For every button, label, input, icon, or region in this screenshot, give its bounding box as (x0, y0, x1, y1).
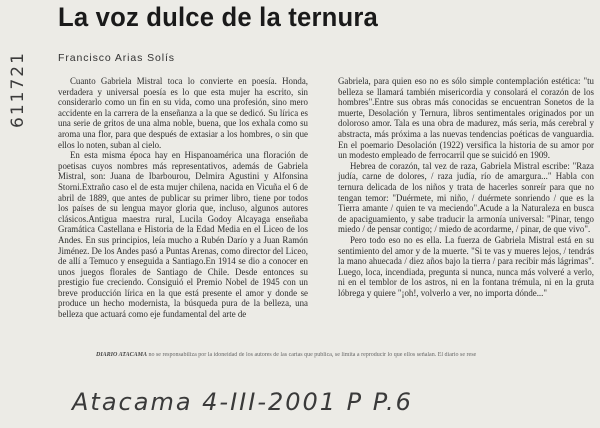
newspaper-name: DIARIO ATACAMA (96, 352, 147, 358)
paragraph: Cuanto Gabriela Mistral toca lo convierte en poesía. Honda, verdadera y universal poesía es lo que esta mujer ha escrito, sin considerarlo como un fin en su vida, como una profesión, sino mero accidente en la carrera de la enseñanza a la que se dedicó. Su lírica es una serie de gritos de una alma noble, buena, que los exhala como su aroma una flor, para que después de extasiar a los hombres, o sin que ellos lo noten, suban al cielo. (58, 76, 308, 150)
article-column-right (338, 76, 594, 298)
article-headline: La voz dulce de la ternura (58, 2, 378, 32)
margin-archive-number: 611721 (8, 51, 28, 128)
newspaper-disclaimer (96, 352, 596, 358)
disclaimer-text: no se responsabiliza por la idoneidad de los autores de las cartas que publica, se limita a reproducir lo que ellos señalan. El diario se rese (148, 352, 477, 358)
paragraph: Pero todo eso no es ella. La fuerza de Gabriela Mistral está en su sentimiento del amor y de la muerte. "Si te vas y mueres lejos, / tendrás la mano ahuecada / diez años bajo la tierra / para recibir más lágrimas". Luego, loca, incendiada, pregunta si nunca, nunca más volveré a verlo, ni en el temblor de los astros, ni en la fontana trémula, ni en la gruta lóbrega y quiere "¡oh!, volverlo a ver, no importa dónde..." (338, 234, 594, 298)
paragraph: En esta misma época hay en Hispanoamérica una floración de poetisas cuyos nombres más representativos, además de Gabriela Mistral, son: Juana de Ibarbourou, Delmira Agustini y Alfonsina Storni.Extraño caso el de esta mujer chilena, nacida en Vicuña el 6 de abril de 1889, que antes de publicar su primer libro, tiene por todos los países de su lengua mayor gloria que, incluso, algunos autores clásicos.Antigua maestra rural, Lucila Godoy Alcayaga enseñaba Gramática Castellana e Historia de la Edad Media en el Liceo de los Andes. En sus principios, leía mucho a Rubén Darío y a Juan Ramón Jiménez. De los Andes pasó a Puntas Arenas, como director del Liceo, de allí a Temuco y enseguida a Santiago.En 1914 se dio a conocer en unos juegos florales de Santiago de Chile. Desde entonces su prestigio fue creciendo. Consiguió el Premio Nobel de 1945 con un breve producción lírica en la que está presente el amor y donde se produce un hecho modernista, la búsqueda pura de la belleza, una belleza que actuará como eje fundamental del arte de (58, 150, 308, 320)
paragraph: Hebrea de corazón, tal vez de raza, Gabriela Mistral escribe: "Raza judía, carne de dolores, / raza judía, río de amargura..." Habla con ternura delicada de los niños y trata de hacerles sonreír para que no tengan temor: "Duérmete, mi niño, / duérmete sonriendo / que es la Tierra amante / quien te va meciendo".Acude a la Naturaleza en busca de apaciguamiento, y sabe traducir la armonía universal: "Pinar, tengo miedo / de pensar contigo; / miedo de acordarme, / pinar, de que vivo". (338, 160, 594, 235)
article-column-left (58, 76, 308, 320)
handwritten-source-note: Atacama 4-III-2001 P P.6 (72, 388, 413, 416)
paragraph: Gabriela, para quien eso no es sólo simple contemplación estética: "tu belleza se llamará también misericordia y consolará el corazón de los hombres".Entre sus obras más conocidas se encuentran Sonetos de la muerte, Desolación y Ternura, libros sentimentales originados por un doloroso amor. Tala es una obra de madurez, más seria, más cerebral y abstracta, más próxima a las nuevas tendencias poéticas de vanguardia. En el poemario Desolación (1922) versifica la historia de su amor por un modesto empleado de ferrocarril que se suicidó en 1909. (338, 76, 594, 161)
article-author: Francisco Arias Solís (58, 52, 175, 64)
